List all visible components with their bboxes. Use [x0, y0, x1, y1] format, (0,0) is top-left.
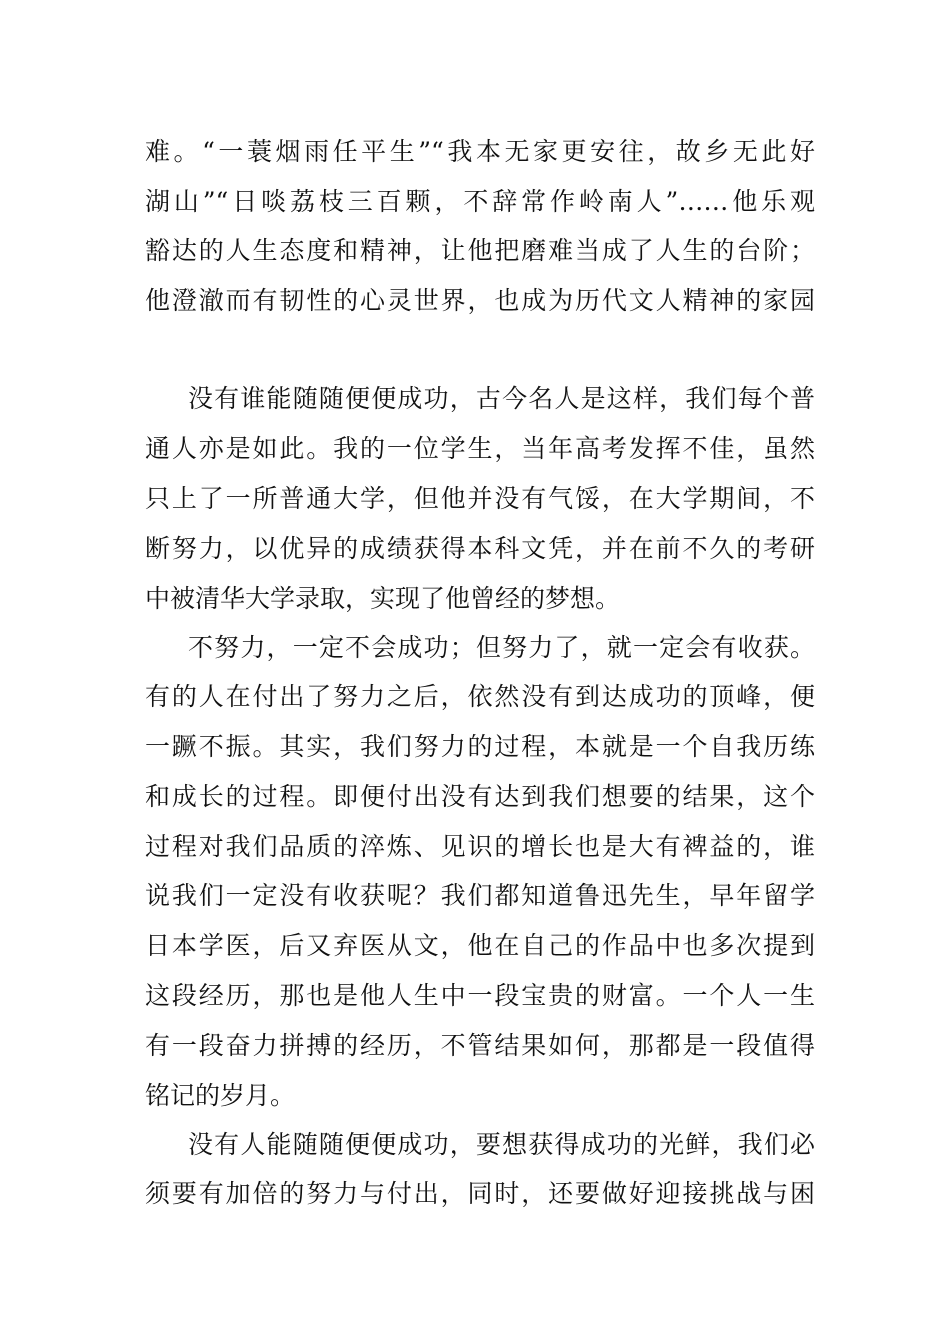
text-line: 和成长的过程。即便付出没有达到我们想要的结果，这个: [145, 782, 815, 811]
text-line: 湖山”“日啖荔枝三百颗，不辞常作岭南人”……他乐观: [145, 187, 815, 216]
text-line: 有的人在付出了努力之后，依然没有到达成功的顶峰，便: [145, 682, 815, 711]
text-line: 有一段奋力拼搏的经历，不管结果如何，那都是一段值得: [145, 1031, 815, 1060]
text-line: 一蹶不振。其实，我们努力的过程，本就是一个自我历练: [145, 732, 815, 761]
paragraph-first-line: 没有人能随随便便成功，要想获得成功的光鲜，我们必: [188, 1130, 815, 1159]
text-line: 断努力，以优异的成绩获得本科文凭，并在前不久的考研: [145, 534, 815, 563]
paragraph-first-line: 没有谁能随随便便成功，古今名人是这样，我们每个普: [188, 384, 815, 413]
text-line: 日本学医，后又弃医从文，他在自己的作品中也多次提到: [145, 931, 815, 960]
text-line: 难。“一蓑烟雨任平生”“我本无家更安往，故乡无此好: [145, 137, 815, 166]
text-line: 须要有加倍的努力与付出，同时，还要做好迎接挑战与困: [145, 1179, 815, 1208]
text-line: 只上了一所普通大学，但他并没有气馁，在大学期间，不: [145, 484, 815, 513]
text-line: 过程对我们品质的淬炼、见识的增长也是大有裨益的，谁: [145, 832, 815, 861]
paragraph-last-line: 中被清华大学录取，实现了他曾经的梦想。: [145, 584, 621, 613]
text-line: 豁达的人生态度和精神，让他把磨难当成了人生的台阶；: [145, 236, 815, 265]
text-line: 说我们一定没有收获呢？我们都知道鲁迅先生，早年留学: [145, 881, 815, 910]
paragraph-first-line: 不努力，一定不会成功；但努力了，就一定会有收获。: [188, 633, 815, 662]
paragraph-last-line: 铭记的岁月。: [145, 1081, 296, 1110]
text-line: 通人亦是如此。我的一位学生，当年高考发挥不佳，虽然: [145, 434, 815, 463]
text-line: 这段经历，那也是他人生中一段宝贵的财富。一个人一生: [145, 981, 815, 1010]
text-line: 他澄澈而有韧性的心灵世界，也成为历代文人精神的家园: [145, 286, 815, 315]
